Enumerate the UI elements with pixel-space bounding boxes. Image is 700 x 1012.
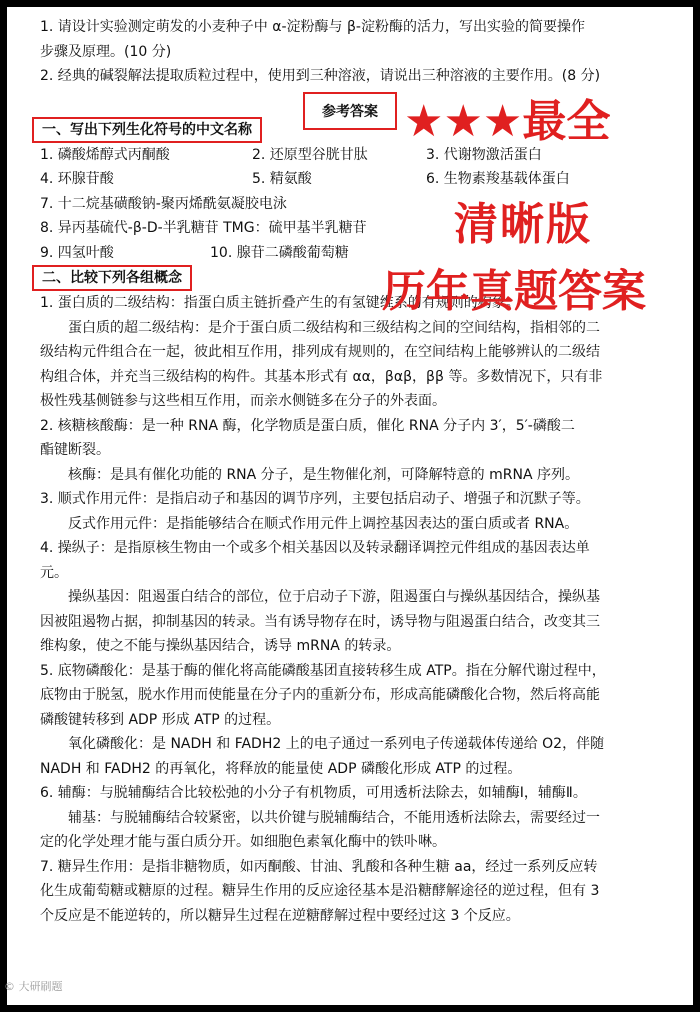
promo-clear-version: 清晰版 [454,199,592,250]
term-item: 3. 代谢物激活蛋白 [426,146,542,163]
term-row [40,167,670,192]
answer-line: 反式作用元件：是指能够结合在顺式作用元件上调控基因表达的蛋白质或者 RNA。 [68,515,579,532]
answer-line: 7. 糖异生作用：是指非糖物质，如丙酮酸、甘油、乳酸和各种生糖 aa，经过一系列反应转 [40,858,598,875]
answer-line: 磷酸键转移到 ADP 形成 ATP 的过程。 [40,711,281,728]
section-1-heading: 一、写出下列生化符号的中文名称 [32,117,262,143]
answer-line: 构组合体，并充当三级结构的构件。其基本形式有 αα，βαβ，ββ 等。多数情况下，只有非 [40,368,603,385]
question-2: 2. 经典的碱裂解法提取质粒过程中，使用到三种溶液，请说出三种溶液的主要作用。(8 分) [40,68,601,84]
answer-line: 蛋白质的超二级结构：是介于蛋白质二级结构和三级结构之间的空间结构，指相邻的二 [68,319,600,336]
term-item: 7. 十二烷基磺酸钠-聚丙烯酰氨凝胶电泳 [40,195,287,212]
answer-line: 4. 操纵子：是指原核生物由一个或多个相关基因以及转录翻译调控元件组成的基因表达单 [40,540,590,556]
answer-line: 3. 顺式作用元件：是指启动子和基因的调节序列，主要包括启动子、增强子和沉默子等。 [40,491,590,507]
promo-stars-banner: ★★★最全 [404,96,611,147]
answer-line: 1. 蛋白质的二级结构：指蛋白质主链折叠产生的有氢键维系的有规则的构象。 [40,295,520,311]
answer-line: 氧化磷酸化：是 NADH 和 FADH2 上的电子通过一系列电子传递载体传递给 O2，伴随 [68,736,605,752]
term-item: 8. 异丙基硫代-β-D-半乳糖苷 TMG：硫甲基半乳糖苷 [40,220,367,236]
answer-line: 操纵基因：阻遏蛋白结合的部位，位于启动子下游，阻遏蛋白与操纵基因结合，操纵基 [68,589,600,605]
answer-line: 2. 核糖核酸酶：是一种 RNA 酶，化学物质是蛋白质，催化 RNA 分子内 3′，5′-磷酸二 [40,417,575,434]
answer-line: 化生成葡萄糖或糖原的过程。糖异生作用的反应途径基本是沿糖酵解途径的逆过程，但有 3 [40,883,600,899]
term-item: 5. 精氨酸 [252,171,312,187]
promo-past-answers: 历年真题答案 [382,266,646,317]
answer-line: 维构象，使之不能与操纵基因结合，诱导 mRNA 的转录。 [40,638,401,654]
question-1-line-2: 步骤及原理。(10 分) [40,43,172,60]
section-2-heading: 二、比较下列各组概念 [32,265,192,291]
answer-line: 核酶：是具有催化功能的 RNA 分子，是生物催化剂，可降解特意的 mRNA 序列。 [68,466,579,483]
answer-line: 定的化学处理才能与蛋白质分开。如细胞色素氧化酶中的铁卟啉。 [40,834,446,850]
answer-line: 元。 [40,564,68,581]
answer-line: 底物由于脱氢，脱水作用而使能量在分子内的重新分布，形成高能磷酸化合物，然后将高能 [40,687,600,703]
answer-line: 6. 辅酶：与脱辅酶结合比较松弛的小分子有机物质，可用透析法除去，如辅酶Ⅰ，辅酶Ⅱ。 [40,785,587,801]
term-item: 4. 环腺苷酸 [40,171,114,187]
term-item: 1. 磷酸烯醇式丙酮酸 [40,146,170,163]
answer-line: 因被阻遏物占据，抑制基因的转录。当有诱导物存在时，诱导物与阻遏蛋白结合，改变其三 [40,613,600,630]
answer-line: 极性残基侧链参与这些相互作用，而亲水侧链多在分子的外表面。 [40,393,446,409]
term-item: 10. 腺苷二磷酸葡萄糖 [210,244,349,261]
answer-line: 5. 底物磷酸化：是基于酶的催化将高能磷酸基团直接转移生成 ATP。指在分解代谢过程中， [40,662,606,679]
answer-line: 级结构元件组合在一起，彼此相互作用，排列成有规则的，在空间结构上能够辨认的二级结 [40,344,600,360]
answer-line: 酯键断裂。 [40,442,110,458]
answer-line: NADH 和 FADH2 的再氧化，将释放的能量使 ADP 磷酸化形成 ATP 的过程。 [40,760,522,777]
reference-answer-badge: 参考答案 [303,92,397,130]
answer-line: 辅基：与脱辅酶结合较紧密，以共价键与脱辅酶结合，不能用透析法除去，需要经过一 [68,809,600,826]
term-item: 6. 生物素羧基载体蛋白 [426,171,570,187]
term-item: 9. 四氢叶酸 [40,244,114,261]
question-1-line-1: 1. 请设计实验测定萌发的小麦种子中 α-淀粉酶与 β-淀粉酶的活力，写出实验的简要操作 [40,19,585,35]
answer-line: 个反应是不能逆转的，所以糖异生过程在逆糖酵解过程中要经过这 3 个反应。 [40,907,520,924]
term-item: 2. 还原型谷胱甘肽 [252,146,368,163]
watermark: © 大研刷题 [4,980,63,993]
